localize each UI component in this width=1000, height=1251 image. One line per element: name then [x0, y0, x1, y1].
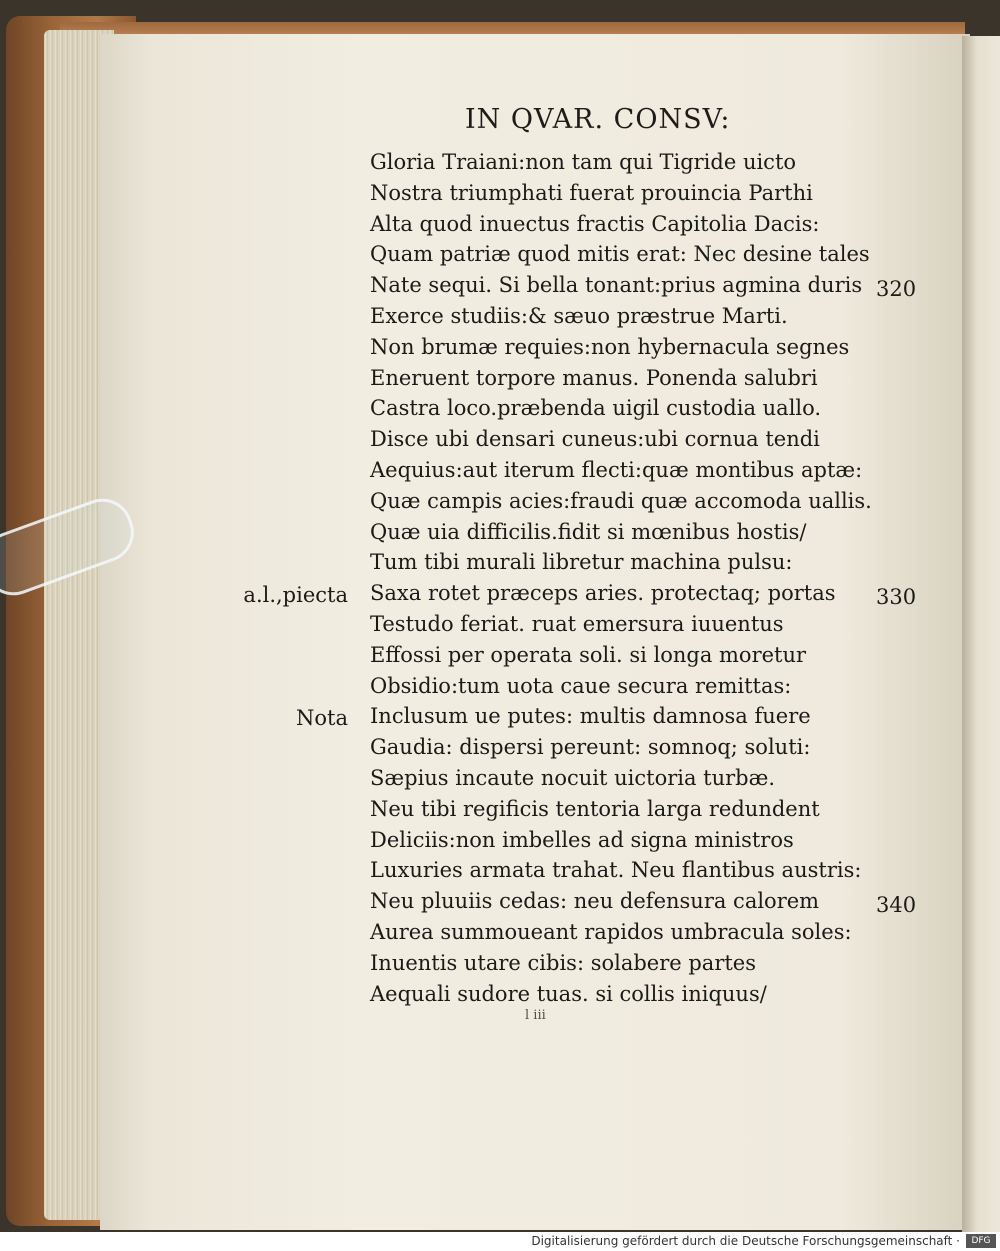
next-page-edge: [962, 36, 1000, 1232]
verse-line: Saxa rotet præceps aries. protectaq; portas: [370, 581, 836, 606]
verse-line: Deliciis:non imbelles ad signa ministros: [370, 827, 794, 852]
footer-credit: Digitalisierung gefördert durch die Deutsche Forschungsgemeinschaft ·: [531, 1234, 960, 1248]
verse-line: Obsidio:tum uota caue secura remittas:: [370, 673, 792, 698]
line-number: 330: [876, 585, 917, 610]
verse-line: Aequius:aut iterum flecti:quæ montibus aptæ:: [370, 458, 863, 482]
marginal-note: Nota: [296, 706, 348, 731]
verse-line: Neu tibi regificis tentoria larga redundent: [370, 796, 820, 821]
verse-line: Inclusum ue putes: multis damnosa fuere: [370, 704, 811, 729]
verse-line: Gloria Traiani:non tam qui Tigride uicto: [370, 150, 797, 174]
line-number: 320: [876, 277, 917, 302]
verse-line: Exerce studiis:& sæuo præstrue Marti.: [370, 304, 788, 328]
verse-line: Aurea summoueant rapidos umbracula soles:: [370, 920, 852, 944]
verse-line: Nate sequi. Si bella tonant:prius agmina duris: [370, 273, 863, 298]
verse-line: Quæ uia difficilis.fidit si mœnibus hostis/: [370, 519, 807, 544]
verse-line: Quam patriæ quod mitis erat: Nec desine tales: [370, 242, 870, 267]
signature-mark: l iii: [525, 1008, 546, 1023]
verse-line: Disce ubi densari cuneus:ubi cornua tendi: [370, 427, 820, 452]
verse-line: Testudo feriat. ruat emersura iuuentus: [370, 612, 784, 636]
verse-line: Luxuries armata trahat. Neu flantibus austris:: [370, 858, 862, 883]
verse-line: Eneruent torpore manus. Ponenda salubri: [370, 365, 818, 390]
verse-line: Sæpius incaute nocuit uictoria turbæ.: [370, 766, 776, 790]
footer-bar: [0, 1232, 1000, 1251]
verse-line: Tum tibi murali libretur machina pulsu:: [370, 550, 793, 575]
running-header: IN QVAR. CONSV:: [465, 104, 731, 135]
verse-line: Neu pluuiis cedas: neu defensura calorem: [370, 889, 820, 914]
line-number: 340: [876, 893, 917, 918]
verse-line: Effossi per operata soli. si longa moretur: [370, 642, 807, 667]
verse-line: Non brumæ requies:non hybernacula segnes: [370, 334, 850, 359]
verse-line: Quæ campis acies:fraudi quæ accomoda uallis.: [370, 488, 872, 513]
verse-line: Alta quod inuectus fractis Capitolia Dacis:: [370, 211, 820, 236]
dfg-logo: DFG: [966, 1234, 996, 1248]
verse-line: Aequali sudore tuas. si collis iniquus/: [370, 981, 767, 1006]
marginal-note: a.l.,piecta: [243, 583, 348, 608]
verse-line: Nostra triumphati fuerat prouincia Parthi: [370, 180, 813, 205]
verse-line: Gaudia: dispersi pereunt: somnoq; soluti:: [370, 735, 811, 760]
verse-line: Inuentis utare cibis: solabere partes: [370, 950, 757, 975]
verse-line: Castra loco.præbenda uigil custodia uallo.: [370, 396, 822, 421]
